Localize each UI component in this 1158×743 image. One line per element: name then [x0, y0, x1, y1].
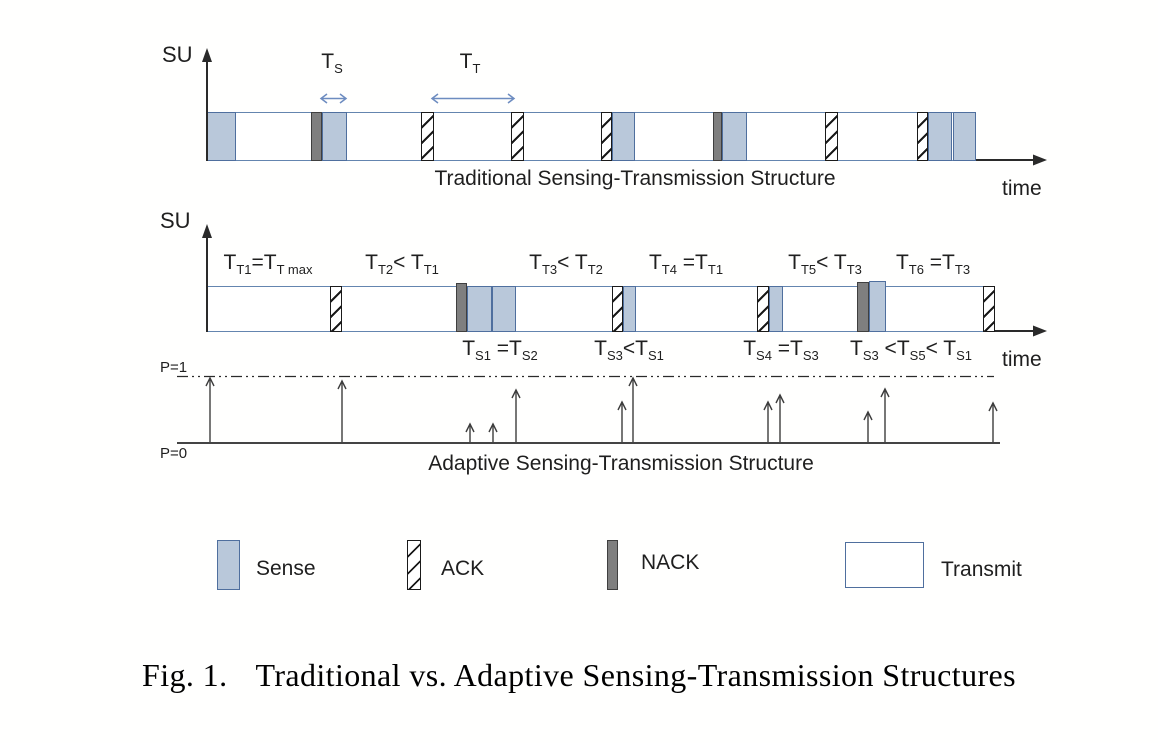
ts-range-arrow-head-left: [321, 94, 327, 103]
ts-range-arrow-head-right: [340, 94, 346, 103]
sense-box: [869, 281, 886, 332]
time-axis-label-traditional: time: [1002, 177, 1042, 200]
duration-label: $T_{S4} =T_{S3}$: [743, 337, 819, 363]
ack-box: [601, 112, 612, 161]
duration-label: $T_{T4} =T_{T1}$: [648, 251, 724, 277]
su-axis-arrowhead: [202, 48, 212, 62]
sense-box: [623, 286, 636, 332]
duration-label: $T_{T6} =T_{T3}$: [895, 251, 971, 277]
sense-box: [769, 286, 783, 332]
legend-label-sense: Sense: [256, 557, 316, 580]
adaptive-structure-caption: Adaptive Sensing-Transmission Structure: [428, 452, 814, 475]
tt-range-arrow-head-right: [508, 94, 514, 103]
probability-arrow-head: [466, 424, 474, 432]
figure-caption-prefix: Fig. 1.: [142, 657, 228, 693]
time-axis-arrowhead: [1033, 155, 1047, 166]
time-axis-label-adaptive: time: [1002, 348, 1042, 371]
probability-arrow-head: [864, 412, 872, 420]
probability-arrow-head: [629, 378, 637, 386]
ack-box: [612, 286, 623, 332]
sense-box: [322, 112, 347, 161]
sense-box: [467, 286, 492, 332]
duration-label: $T_{S3} <T_{S5}< T_{S1}$: [849, 337, 973, 363]
duration-label: $T_{S1} =T_{S2}$: [462, 337, 538, 363]
probability-arrow-head: [989, 403, 997, 411]
duration-label: $T_{T5}< T_{T3}$: [788, 251, 862, 277]
probability-arrow-head: [338, 381, 346, 389]
ack-box: [983, 286, 995, 332]
ack-box: [825, 112, 838, 161]
tt-range-arrow-head-left: [432, 94, 438, 103]
su-axis-arrowhead: [202, 224, 212, 238]
sense-box: [492, 286, 516, 332]
su-axis-label-traditional: SU: [162, 42, 193, 67]
duration-label: $T_{T3}< T_{T2}$: [529, 251, 603, 277]
sense-box: [207, 112, 236, 161]
ack-box: [421, 112, 434, 161]
ack-box: [511, 112, 524, 161]
duration-label: $T_{S3}<T_{S1}$: [594, 337, 664, 363]
ack-box: [757, 286, 769, 332]
nack-box: [713, 112, 722, 161]
nack-box: [456, 283, 467, 332]
probability-arrow-head: [206, 378, 214, 386]
probability-arrow-head: [489, 424, 497, 432]
traditional-structure-caption: Traditional Sensing-Transmission Structure: [434, 167, 836, 190]
sense-box: [953, 112, 976, 161]
figure-caption: [0, 657, 1158, 694]
sense-box: [612, 112, 635, 161]
sensing-time-label: $T_S$: [321, 50, 343, 76]
duration-label: $T_{T2}< T_{T1}$: [365, 251, 439, 277]
su-axis-label-adaptive: SU: [160, 208, 191, 233]
time-axis-arrowhead: [1033, 326, 1047, 337]
figure-caption-text: Traditional vs. Adaptive Sensing-Transmission Structures: [255, 657, 1016, 693]
probability-zero-label: P=0: [160, 445, 188, 462]
nack-box: [857, 282, 869, 332]
legend-label-transmit: Transmit: [941, 558, 1022, 581]
nack-box: [311, 112, 322, 161]
sense-box: [722, 112, 747, 161]
sense-swatch: [217, 540, 240, 590]
ack-box: [330, 286, 342, 332]
probability-arrow-head: [618, 402, 626, 410]
probability-arrow-head: [776, 395, 784, 403]
probability-one-label: P=1: [160, 359, 188, 376]
ack-box: [917, 112, 928, 161]
transmission-time-label: $T_T$: [459, 50, 481, 76]
ack-swatch: [407, 540, 421, 590]
transmit-swatch: [845, 542, 924, 588]
legend-label-ack: ACK: [441, 557, 485, 580]
probability-arrow-head: [881, 389, 889, 397]
duration-label: $T_{T1}=T_{T max}$: [223, 251, 313, 277]
nack-swatch: [607, 540, 618, 590]
probability-arrow-head: [764, 402, 772, 410]
legend-label-nack: NACK: [641, 551, 700, 574]
probability-arrow-head: [512, 390, 520, 398]
sense-box: [928, 112, 952, 161]
